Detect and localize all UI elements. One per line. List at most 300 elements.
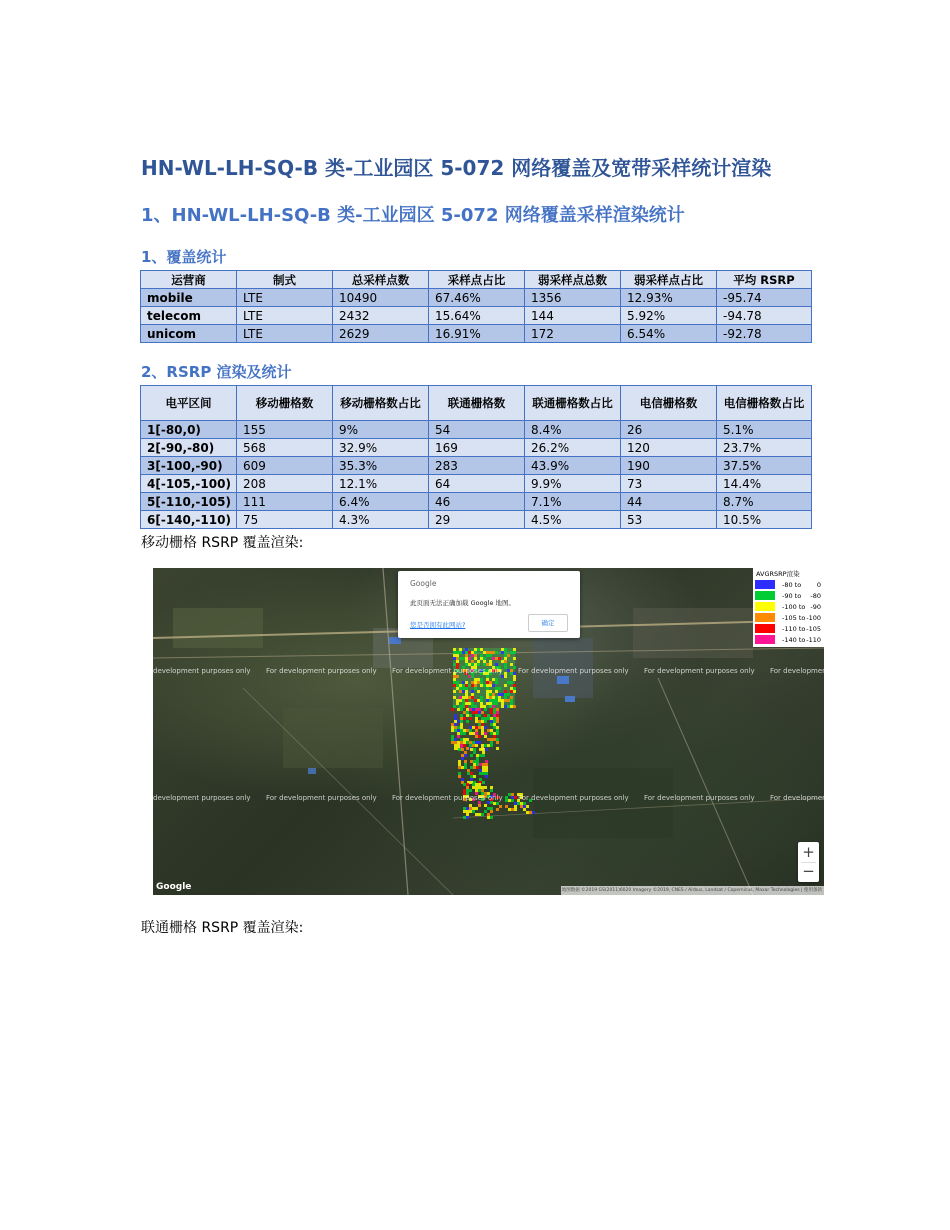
- coverage-tile: [475, 744, 478, 747]
- coverage-tile: [472, 741, 475, 744]
- coverage-tile: [504, 666, 507, 669]
- coverage-tile: [496, 802, 499, 805]
- coverage-tile: [472, 744, 475, 747]
- coverage-tile: [471, 696, 474, 699]
- coverage-tile: [463, 816, 466, 819]
- coverage-tile: [460, 717, 463, 720]
- coverage-tile: [511, 799, 514, 802]
- table-cell: 53: [621, 511, 717, 529]
- coverage-tile: [493, 735, 496, 738]
- rsrp-table: [140, 385, 812, 529]
- table-cell: 43.9%: [525, 457, 621, 475]
- table-cell: 15.64%: [429, 307, 525, 325]
- table-cell: 37.5%: [717, 457, 812, 475]
- legend-low: -105 to: [782, 614, 806, 622]
- coverage-tile: [477, 663, 480, 666]
- legend-swatch: [755, 635, 775, 644]
- table-cell: 144: [525, 307, 621, 325]
- coverage-tile: [482, 772, 485, 775]
- coverage-tile: [483, 663, 486, 666]
- coverage-tile: [456, 675, 459, 678]
- coverage-tile: [466, 747, 469, 750]
- col-header: 电平区间: [141, 386, 237, 421]
- coverage-tile: [499, 805, 502, 808]
- table-cell: 6.4%: [333, 493, 429, 511]
- coverage-tile: [487, 744, 490, 747]
- coverage-tile: [465, 699, 468, 702]
- coverage-tile: [476, 763, 479, 766]
- coverage-tile: [474, 663, 477, 666]
- coverage-tile: [513, 657, 516, 660]
- coverage-tile: [464, 760, 467, 763]
- coverage-tile: [463, 732, 466, 735]
- legend-low: -140 to: [782, 636, 806, 644]
- coverage-tile: [469, 726, 472, 729]
- coverage-tile: [514, 802, 517, 805]
- watermark: For development p: [770, 794, 837, 802]
- coverage-tile: [459, 696, 462, 699]
- coverage-tile: [482, 769, 485, 772]
- coverage-tile: [466, 741, 469, 744]
- table-cell: 5.92%: [621, 307, 717, 325]
- table-cell: 6.54%: [621, 325, 717, 343]
- coverage-tile: [496, 714, 499, 717]
- legend-low: -110 to: [782, 625, 806, 633]
- coverage-tile: [451, 726, 454, 729]
- coverage-tile: [463, 711, 466, 714]
- coverage-tile: [496, 732, 499, 735]
- coverage-tile: [492, 684, 495, 687]
- coverage-tile: [496, 741, 499, 744]
- coverage-tile: [478, 783, 481, 786]
- coverage-tile: [454, 744, 457, 747]
- coverage-tile: [501, 648, 504, 651]
- table-cell: 5.1%: [717, 421, 812, 439]
- coverage-tile: [505, 805, 508, 808]
- coverage-tile: [461, 778, 464, 781]
- coverage-tile: [467, 772, 470, 775]
- coverage-tile: [461, 754, 464, 757]
- dialog-message: 此页面无法正确加载 Google 地图。: [410, 599, 516, 607]
- coverage-tile: [466, 714, 469, 717]
- coverage-tile: [471, 660, 474, 663]
- coverage-tile: [475, 711, 478, 714]
- coverage-tile: [486, 693, 489, 696]
- coverage-tile: [513, 666, 516, 669]
- coverage-tile: [456, 654, 459, 657]
- table-row: [141, 439, 812, 457]
- coverage-tile: [513, 705, 516, 708]
- coverage-tile: [458, 766, 461, 769]
- coverage-tile: [486, 675, 489, 678]
- coverage-tile: [453, 657, 456, 660]
- coverage-tile: [461, 757, 464, 760]
- coverage-tile: [472, 711, 475, 714]
- coverage-tile: [481, 744, 484, 747]
- coverage-tile: [479, 754, 482, 757]
- coverage-tile: [459, 705, 462, 708]
- coverage-tile: [453, 705, 456, 708]
- coverage-tile: [476, 757, 479, 760]
- coverage-tile: [474, 684, 477, 687]
- coverage-tile: [474, 651, 477, 654]
- coverage-tile: [501, 660, 504, 663]
- coverage-tile: [454, 729, 457, 732]
- coverage-tile: [474, 678, 477, 681]
- coverage-tile: [485, 766, 488, 769]
- coverage-tile: [484, 726, 487, 729]
- legend-low: -100 to: [782, 603, 806, 611]
- coverage-tile: [490, 723, 493, 726]
- watermark: For development purposes only: [644, 794, 755, 802]
- table-row: [141, 421, 812, 439]
- coverage-tile: [483, 684, 486, 687]
- coverage-tile: [465, 681, 468, 684]
- table-cell: 120: [621, 439, 717, 457]
- table-cell: 3[-100,-90): [141, 457, 237, 475]
- table-cell: LTE: [237, 307, 333, 325]
- coverage-tile: [466, 708, 469, 711]
- watermark: For development purposes only: [518, 667, 629, 675]
- table-cell: 7.1%: [525, 493, 621, 511]
- coverage-tile: [493, 714, 496, 717]
- coverage-tile: [471, 681, 474, 684]
- coverage-tile: [462, 681, 465, 684]
- coverage-tile: [466, 786, 469, 789]
- coverage-tile: [454, 741, 457, 744]
- coverage-tile: [505, 796, 508, 799]
- coverage-tile: [468, 663, 471, 666]
- coverage-tile: [496, 729, 499, 732]
- coverage-tile: [458, 760, 461, 763]
- col-header: 移动栅格数: [237, 386, 333, 421]
- coverage-tile: [510, 651, 513, 654]
- table-cell: 4[-105,-100): [141, 475, 237, 493]
- table-row: [141, 475, 812, 493]
- coverage-tile: [496, 738, 499, 741]
- coverage-tile: [456, 699, 459, 702]
- coverage-tile: [481, 723, 484, 726]
- table-cell: unicom: [141, 325, 237, 343]
- coverage-tile: [489, 651, 492, 654]
- table-cell: mobile: [141, 289, 237, 307]
- table-cell: 8.4%: [525, 421, 621, 439]
- coverage-tile: [471, 654, 474, 657]
- coverage-tile: [490, 729, 493, 732]
- coverage-tile: [496, 708, 499, 711]
- coverage-tile: [490, 738, 493, 741]
- legend-high: -90: [810, 603, 821, 611]
- coverage-tile: [511, 796, 514, 799]
- coverage-tile: [462, 687, 465, 690]
- coverage-tile: [507, 705, 510, 708]
- coverage-tile: [462, 699, 465, 702]
- dialog-ok-button[interactable]: 确定: [528, 614, 568, 632]
- table-cell: 26: [621, 421, 717, 439]
- coverage-tile: [469, 714, 472, 717]
- coverage-tile: [481, 732, 484, 735]
- coverage-tile: [492, 702, 495, 705]
- rsrp-heading: 2、RSRP 渲染及统计: [141, 363, 292, 381]
- coverage-tile: [463, 729, 466, 732]
- coverage-tile: [489, 690, 492, 693]
- legend-swatch: [755, 580, 775, 589]
- coverage-tile: [484, 804, 487, 807]
- table-row: [141, 289, 812, 307]
- coverage-tile: [464, 763, 467, 766]
- coverage-tile: [492, 678, 495, 681]
- legend-swatch: [755, 602, 775, 611]
- coverage-tile: [475, 735, 478, 738]
- coverage-tile: [495, 678, 498, 681]
- coverage-tile: [471, 675, 474, 678]
- table-cell: -92.78: [717, 325, 812, 343]
- coverage-tile: [466, 783, 469, 786]
- coverage-tile: [490, 744, 493, 747]
- coverage-tile: [474, 648, 477, 651]
- coverage-tile: [514, 805, 517, 808]
- coverage-tile: [475, 786, 478, 789]
- coverage-tile: [458, 748, 461, 751]
- coverage-header-row: [141, 271, 812, 289]
- coverage-tile: [469, 741, 472, 744]
- coverage-tile: [483, 657, 486, 660]
- coverage-tile: [462, 651, 465, 654]
- coverage-tile: [490, 720, 493, 723]
- coverage-tile: [495, 690, 498, 693]
- coverage-tile: [511, 793, 514, 796]
- legend-item: [755, 602, 823, 611]
- table-cell: 35.3%: [333, 457, 429, 475]
- coverage-tile: [517, 802, 520, 805]
- coverage-tile: [478, 741, 481, 744]
- coverage-tile: [473, 763, 476, 766]
- table-cell: 73: [621, 475, 717, 493]
- coverage-tile: [482, 751, 485, 754]
- coverage-tile: [505, 799, 508, 802]
- map-attribution[interactable]: 地图数据 ©2019 GS(2011)6020 Imagery ©2019, CNES / Airbus, Landsat / Copernicus, Maxar Technologies | 使用条款: [561, 888, 822, 893]
- col-header: 弱采样点占比: [621, 271, 717, 289]
- coverage-tile: [476, 754, 479, 757]
- coverage-tile: [493, 723, 496, 726]
- coverage-tile: [474, 654, 477, 657]
- coverage-tile: [458, 763, 461, 766]
- coverage-tile: [481, 717, 484, 720]
- coverage-tile: [468, 696, 471, 699]
- coverage-tile: [459, 651, 462, 654]
- coverage-tile: [469, 729, 472, 732]
- coverage-tile: [454, 720, 457, 723]
- coverage-table: [140, 270, 812, 343]
- coverage-tile: [475, 717, 478, 720]
- coverage-tile: [454, 723, 457, 726]
- coverage-tile: [481, 786, 484, 789]
- coverage-tile: [495, 696, 498, 699]
- coverage-tile: [478, 711, 481, 714]
- table-cell: 26.2%: [525, 439, 621, 457]
- coverage-tile: [453, 651, 456, 654]
- legend-high: -110: [806, 636, 821, 644]
- coverage-tile: [484, 732, 487, 735]
- coverage-tile: [466, 711, 469, 714]
- coverage-tile: [471, 684, 474, 687]
- coverage-tile: [457, 735, 460, 738]
- table-cell: 44: [621, 493, 717, 511]
- coverage-tile: [480, 657, 483, 660]
- coverage-tile: [460, 729, 463, 732]
- coverage-tile: [495, 663, 498, 666]
- coverage-tile: [453, 654, 456, 657]
- table-cell: 67.46%: [429, 289, 525, 307]
- coverage-tile: [470, 748, 473, 751]
- watermark: For development purposes only: [392, 667, 503, 675]
- coverage-tile: [477, 699, 480, 702]
- legend-swatch: [755, 591, 775, 600]
- coverage-tile: [460, 714, 463, 717]
- coverage-tile: [487, 807, 490, 810]
- coverage-tile: [487, 729, 490, 732]
- zoom-in-button[interactable]: +: [802, 843, 815, 861]
- coverage-tile: [490, 789, 493, 792]
- table-cell: 1[-80,0): [141, 421, 237, 439]
- coverage-tile: [463, 738, 466, 741]
- coverage-tile: [481, 813, 484, 816]
- coverage-tile: [498, 699, 501, 702]
- coverage-tile: [486, 654, 489, 657]
- coverage-tile: [496, 726, 499, 729]
- legend-swatch: [755, 613, 775, 622]
- coverage-tile: [529, 811, 532, 814]
- table-cell: 568: [237, 439, 333, 457]
- coverage-tile: [466, 807, 469, 810]
- legend-low: -90 to: [782, 592, 802, 600]
- col-header: 联通栅格数: [429, 386, 525, 421]
- coverage-tile: [475, 720, 478, 723]
- coverage-tile: [484, 810, 487, 813]
- table-row: [141, 493, 812, 511]
- coverage-tile: [504, 705, 507, 708]
- coverage-tile: [504, 699, 507, 702]
- zoom-out-button[interactable]: −: [802, 862, 815, 880]
- coverage-tile: [458, 772, 461, 775]
- coverage-tile: [513, 690, 516, 693]
- dialog-help-link[interactable]: 您是否拥有此网站?: [410, 621, 466, 629]
- mobile-map-caption: 移动栅格 RSRP 覆盖渲染:: [141, 535, 304, 551]
- coverage-tile: [480, 684, 483, 687]
- table-cell: 10490: [333, 289, 429, 307]
- coverage-tile: [498, 693, 501, 696]
- coverage-tile: [451, 723, 454, 726]
- coverage-tile: [477, 648, 480, 651]
- table-cell: 155: [237, 421, 333, 439]
- table-cell: 609: [237, 457, 333, 475]
- coverage-tile: [456, 702, 459, 705]
- coverage-tile: [492, 651, 495, 654]
- coverage-tile: [454, 747, 457, 750]
- coverage-tile: [489, 699, 492, 702]
- coverage-tile: [507, 669, 510, 672]
- watermark: For development purposes only: [266, 794, 377, 802]
- coverage-tile: [453, 696, 456, 699]
- coverage-tile: [513, 684, 516, 687]
- coverage-tile: [466, 816, 469, 819]
- coverage-tile: [471, 651, 474, 654]
- coverage-tile: [504, 672, 507, 675]
- col-header: 运营商: [141, 271, 237, 289]
- coverage-tile: [495, 699, 498, 702]
- table-cell: 54: [429, 421, 525, 439]
- table-cell: 75: [237, 511, 333, 529]
- legend-high: 0: [816, 581, 821, 589]
- coverage-tile: [462, 702, 465, 705]
- col-header: 总采样点数: [333, 271, 429, 289]
- coverage-tile: [490, 711, 493, 714]
- coverage-tile: [508, 799, 511, 802]
- coverage-tile: [486, 702, 489, 705]
- table-cell: 190: [621, 457, 717, 475]
- coverage-tile: [468, 684, 471, 687]
- table-row: [141, 457, 812, 475]
- coverage-tile: [456, 657, 459, 660]
- coverage-tile: [520, 802, 523, 805]
- coverage-tile: [486, 663, 489, 666]
- coverage-tile: [486, 681, 489, 684]
- coverage-tile: [492, 696, 495, 699]
- coverage-tile: [484, 708, 487, 711]
- coverage-tile: [475, 708, 478, 711]
- table-cell: -95.74: [717, 289, 812, 307]
- coverage-tile: [493, 711, 496, 714]
- coverage-tile: [460, 732, 463, 735]
- coverage-tile: [459, 690, 462, 693]
- coverage-tile: [508, 808, 511, 811]
- table-cell: LTE: [237, 289, 333, 307]
- coverage-tile: [478, 726, 481, 729]
- coverage-tile: [462, 657, 465, 660]
- coverage-tile: [480, 702, 483, 705]
- coverage-tile: [478, 723, 481, 726]
- coverage-tile: [457, 729, 460, 732]
- watermark: For development purposes only: [266, 667, 377, 675]
- coverage-tile: [495, 681, 498, 684]
- coverage-tile: [486, 678, 489, 681]
- coverage-tile: [481, 711, 484, 714]
- coverage-tile: [523, 808, 526, 811]
- watermark: For development purposes only: [518, 794, 629, 802]
- coverage-tile: [481, 789, 484, 792]
- rsrp-header-row: [141, 386, 812, 421]
- table-cell: 4.5%: [525, 511, 621, 529]
- coverage-tile: [466, 738, 469, 741]
- coverage-tile: [489, 702, 492, 705]
- coverage-tile: [472, 708, 475, 711]
- coverage-tile: [486, 699, 489, 702]
- table-cell: 172: [525, 325, 621, 343]
- legend-title: AVGRSRP渲染: [756, 570, 800, 578]
- mobile-rsrp-map[interactable]: [153, 568, 837, 895]
- coverage-tile: [453, 663, 456, 666]
- coverage-tile: [461, 748, 464, 751]
- coverage-tile: [484, 714, 487, 717]
- coverage-tile: [457, 741, 460, 744]
- table-cell: 208: [237, 475, 333, 493]
- table-cell: 9%: [333, 421, 429, 439]
- coverage-tile: [489, 681, 492, 684]
- table-cell: 32.9%: [333, 439, 429, 457]
- watermark: For development p: [770, 667, 837, 675]
- coverage-tile: [470, 760, 473, 763]
- coverage-tile: [456, 651, 459, 654]
